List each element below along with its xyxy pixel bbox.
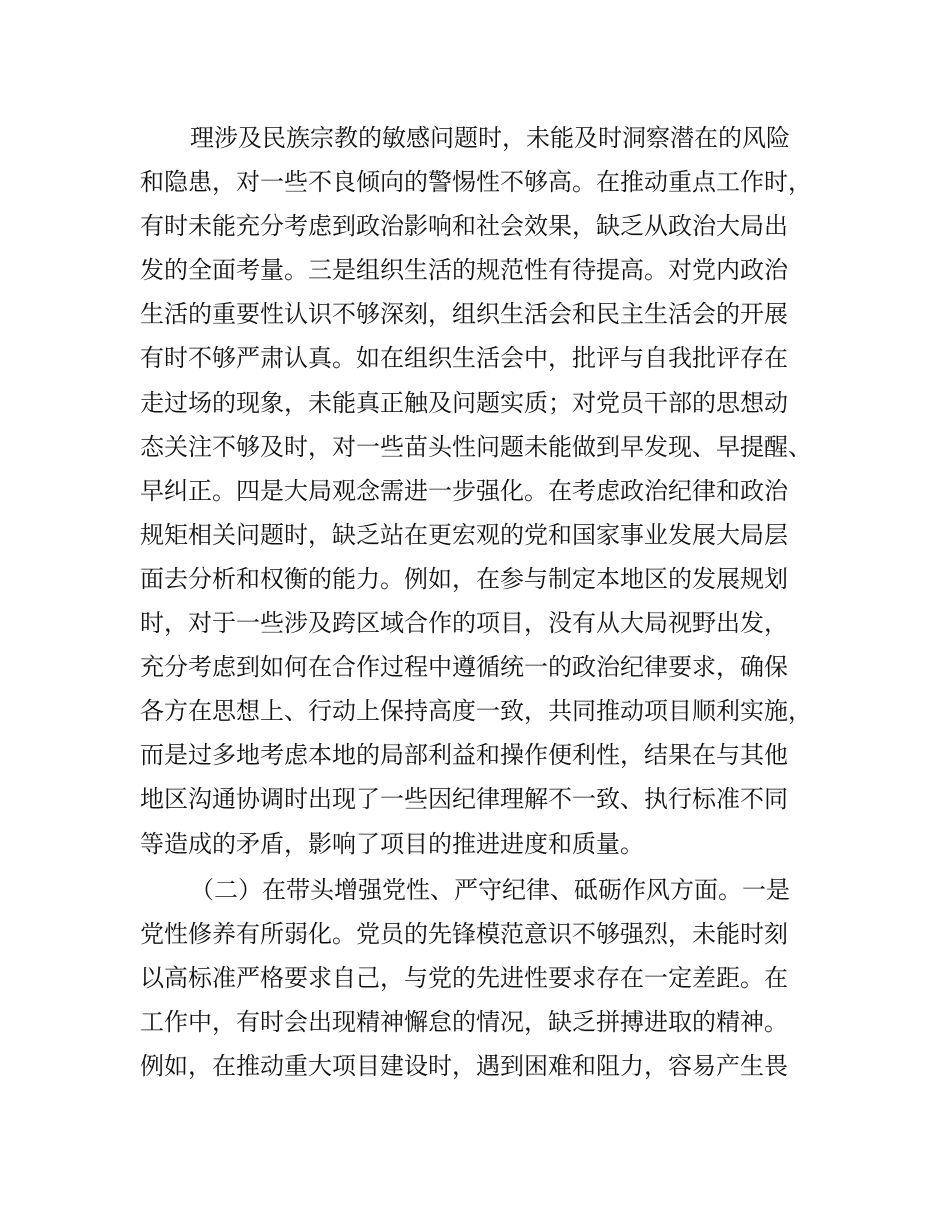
text-line: 而是过多地考虑本地的局部利益和操作便利性，结果在与其他 <box>140 741 788 770</box>
text-line: 理涉及民族宗教的敏感问题时，未能及时洞察潜在的风险 <box>190 124 790 152</box>
text-line: 生活的重要性认识不够深刻，组织生活会和民主生活会的开展 <box>140 300 788 329</box>
body-text <box>140 116 840 1088</box>
text-line: 各方在思想上、行动上保持高度一致，共同推动项目顺利实施， <box>140 697 812 726</box>
text-line: （二）在带头增强党性、严守纪律、砥砺作风方面。一是 <box>190 875 790 904</box>
text-line: 早纠正。四是大局观念需进一步强化。在考虑政治纪律和政治 <box>140 476 788 505</box>
text-line: 态关注不够及时，对一些苗头性问题未能做到早发现、早提醒、 <box>140 432 812 461</box>
text-line: 发的全面考量。三是组织生活的规范性有待提高。对党内政治 <box>140 256 788 285</box>
text-line: 有时不够严肃认真。如在组织生活会中，批评与自我批评存在 <box>140 344 788 373</box>
text-line: 地区沟通协调时出现了一些因纪律理解不一致、执行标准不同 <box>140 785 788 814</box>
text-line: 有时未能充分考虑到政治影响和社会效果，缺乏从政治大局出 <box>140 212 788 241</box>
text-line: 党性修养有所弱化。党员的先锋模范意识不够强烈，未能时刻 <box>140 919 788 948</box>
text-line: 走过场的现象，未能真正触及问题实质；对党员干部的思想动 <box>140 388 788 417</box>
paragraph <box>140 116 840 866</box>
text-line: 时，对于一些涉及跨区域合作的项目，没有从大局视野出发， <box>140 609 788 638</box>
text-line: 面去分析和权衡的能力。例如，在参与制定本地区的发展规划 <box>140 564 788 593</box>
text-line: 和隐患，对一些不良倾向的警惕性不够高。在推动重点工作时， <box>140 168 812 197</box>
text-line: 等造成的矛盾，影响了项目的推进进度和质量。 <box>140 829 644 858</box>
paragraph <box>140 868 840 1088</box>
text-line: 以高标准严格要求自己，与党的先进性要求存在一定差距。在 <box>140 963 788 992</box>
text-line: 充分考虑到如何在合作过程中遵循统一的政治纪律要求，确保 <box>140 653 788 682</box>
text-line: 工作中，有时会出现精神懈怠的情况，缺乏拼搏进取的精神。 <box>140 1007 788 1036</box>
text-line: 规矩相关问题时，缺乏站在更宏观的党和国家事业发展大局层 <box>140 520 788 549</box>
text-line: 例如，在推动重大项目建设时，遇到困难和阻力，容易产生畏 <box>140 1051 788 1080</box>
